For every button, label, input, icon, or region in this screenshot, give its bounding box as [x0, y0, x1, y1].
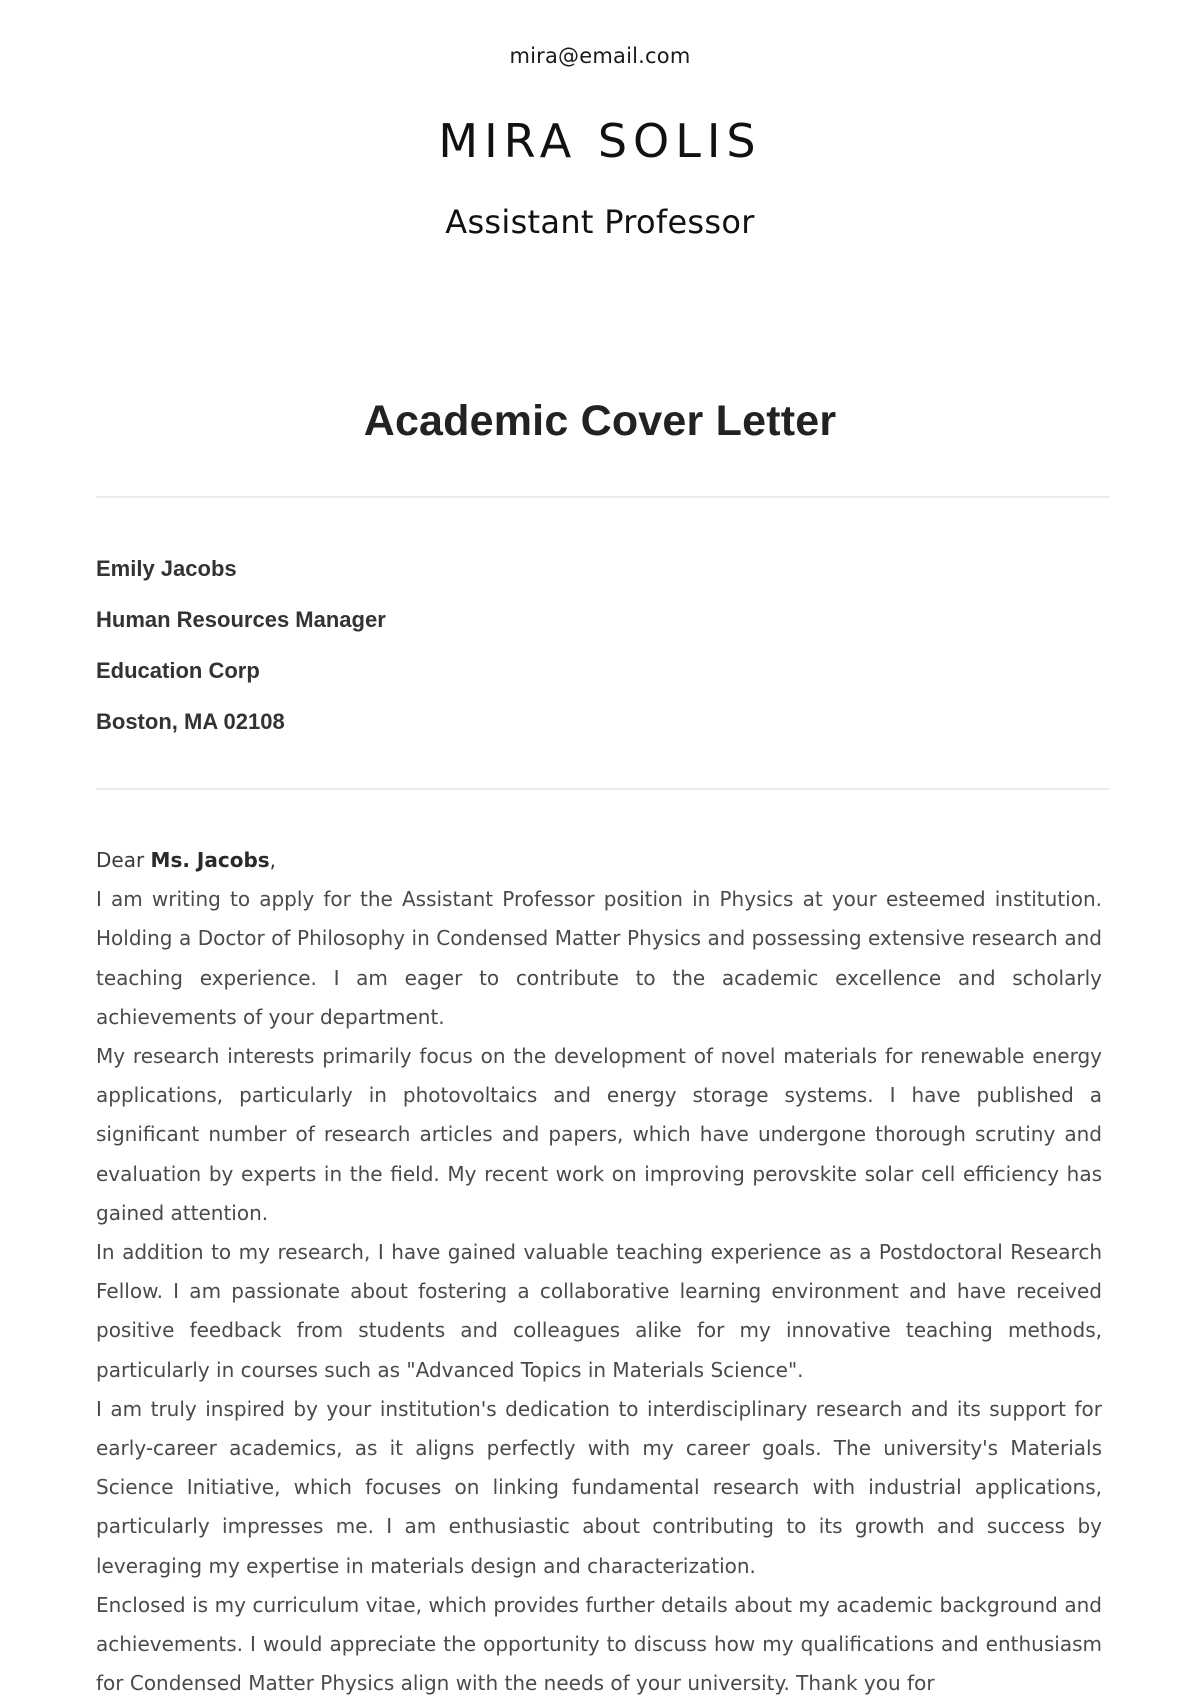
letter-paragraph: My research interests primarily focus on the development of novel materials for renewable energy applications, particularly in photovoltaics and energy storage systems. I have published a significant number of research articles and papers, which have undergone thorough scrutiny and evaluation by experts in the field. My recent work on improving perovskite solar cell efficiency has gained attention. [96, 1044, 1102, 1225]
applicant-name: MIRA SOLIS [438, 114, 762, 168]
letter-paragraph: I am writing to apply for the Assistant Professor position in Physics at your esteemed institution. Holding a Doctor of Philosophy in Condensed Matter Physics and possessing extensive research and teaching experience. I am eager to contribute to the academic excellence and scholarly achievements of your department. [96, 887, 1102, 1029]
document-title: Academic Cover Letter [363, 397, 837, 445]
divider-top [96, 496, 1109, 498]
recipient-title: Human Resources Manager [96, 607, 386, 632]
letter-paragraph: I am truly inspired by your institution's dedication to interdisciplinary research and its support for early-career academics, as it aligns perfectly with my career goals. The university's Materials Science Initiative, which focuses on linking fundamental research with industrial applications, particularly impresses me. I am enthusiastic about contributing to its growth and success by leveraging my expertise in materials design and characterization. [96, 1396, 1102, 1578]
salutation-prefix: Dear [96, 848, 151, 872]
recipient-company: Education Corp [96, 658, 260, 683]
letter-paragraph: In addition to my research, I have gained valuable teaching experience as a Postdoctoral Research Fellow. I am passionate about fostering a collaborative learning environment and have received positive feedback from students and colleagues alike for my innovative teaching methods, particularly in courses such as "Advanced Topics in Materials Science". [96, 1240, 1102, 1382]
recipient-name: Emily Jacobs [96, 556, 237, 581]
salutation [96, 841, 1102, 880]
letter-paragraph: Enclosed is my curriculum vitae, which provides further details about my academic background and achievements. I would appreciate the opportunity to discuss how my qualifications and enthusiasm for Condensed Matter Physics align with the needs of your university. Thank you for [96, 1592, 1102, 1696]
contact-email: mira@email.com [509, 44, 691, 68]
salutation-name: Ms. Jacobs [150, 848, 270, 872]
recipient-address: Boston, MA 02108 [96, 709, 285, 734]
recipient-block [96, 550, 386, 754]
applicant-role: Assistant Professor [445, 203, 755, 241]
divider-bottom [96, 788, 1109, 790]
salutation-suffix: , [269, 848, 277, 872]
letter-body [96, 841, 1102, 1701]
